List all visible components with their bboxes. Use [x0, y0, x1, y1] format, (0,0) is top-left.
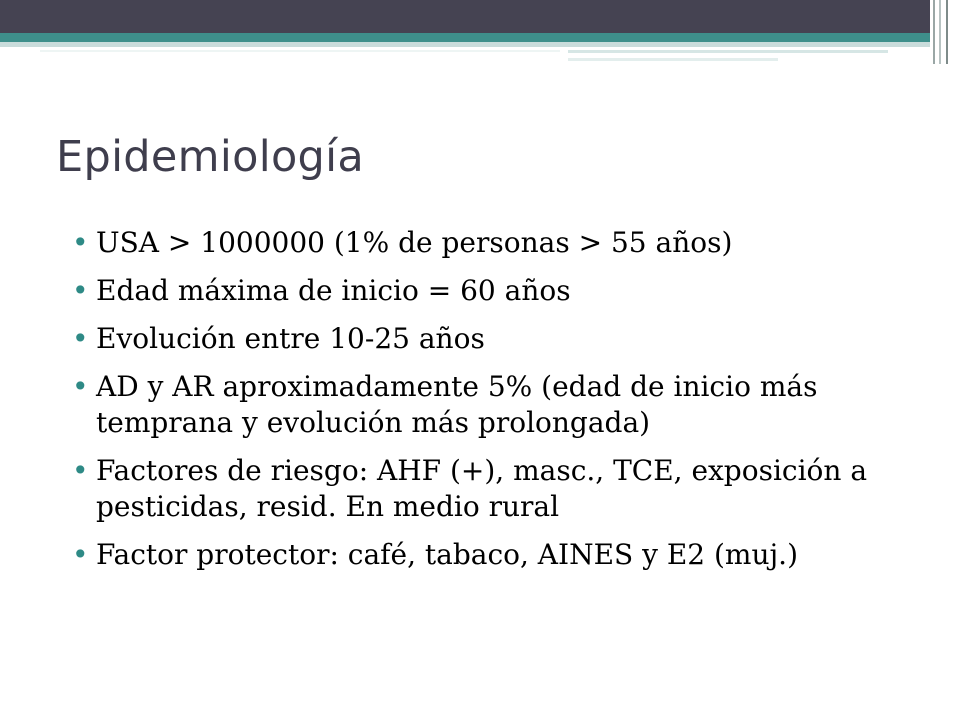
header-accent-line	[40, 50, 560, 52]
bullet-dot-icon: •	[72, 370, 89, 403]
header-accent-band	[0, 33, 960, 42]
bullet-text: Factor protector: café, tabaco, AINES y E2 (muj.)	[96, 538, 798, 571]
bullet-dot-icon: •	[72, 538, 89, 571]
bullet-item	[72, 321, 932, 357]
bullet-text: Evolución entre 10-25 años	[96, 322, 485, 355]
bullet-text: AD y AR aproximadamente 5% (edad de inicio más temprana y evolución más prolongada)	[96, 370, 818, 439]
header-light-band	[0, 42, 960, 47]
bullet-item	[72, 369, 932, 441]
bullet-text: USA > 1000000 (1% de personas > 55 años)	[96, 226, 733, 259]
bullet-dot-icon: •	[72, 274, 89, 307]
header-accent-line	[568, 58, 778, 61]
bullet-item	[72, 225, 932, 261]
bullet-dot-icon: •	[72, 226, 89, 259]
header-decorative-stripes	[930, 0, 960, 64]
bullet-text: Edad máxima de inicio = 60 años	[96, 274, 571, 307]
header-accent-line	[568, 50, 888, 53]
bullet-item	[72, 537, 932, 573]
bullet-item	[72, 453, 932, 525]
bullet-item	[72, 273, 932, 309]
header-bar	[0, 0, 960, 33]
bullet-text: Factores de riesgo: AHF (+), masc., TCE, exposición a pesticidas, resid. En medio rural	[96, 454, 868, 523]
slide-title: Epidemiología	[56, 132, 365, 182]
bullet-dot-icon: •	[72, 454, 89, 487]
bullet-list	[72, 225, 932, 585]
bullet-dot-icon: •	[72, 322, 89, 355]
